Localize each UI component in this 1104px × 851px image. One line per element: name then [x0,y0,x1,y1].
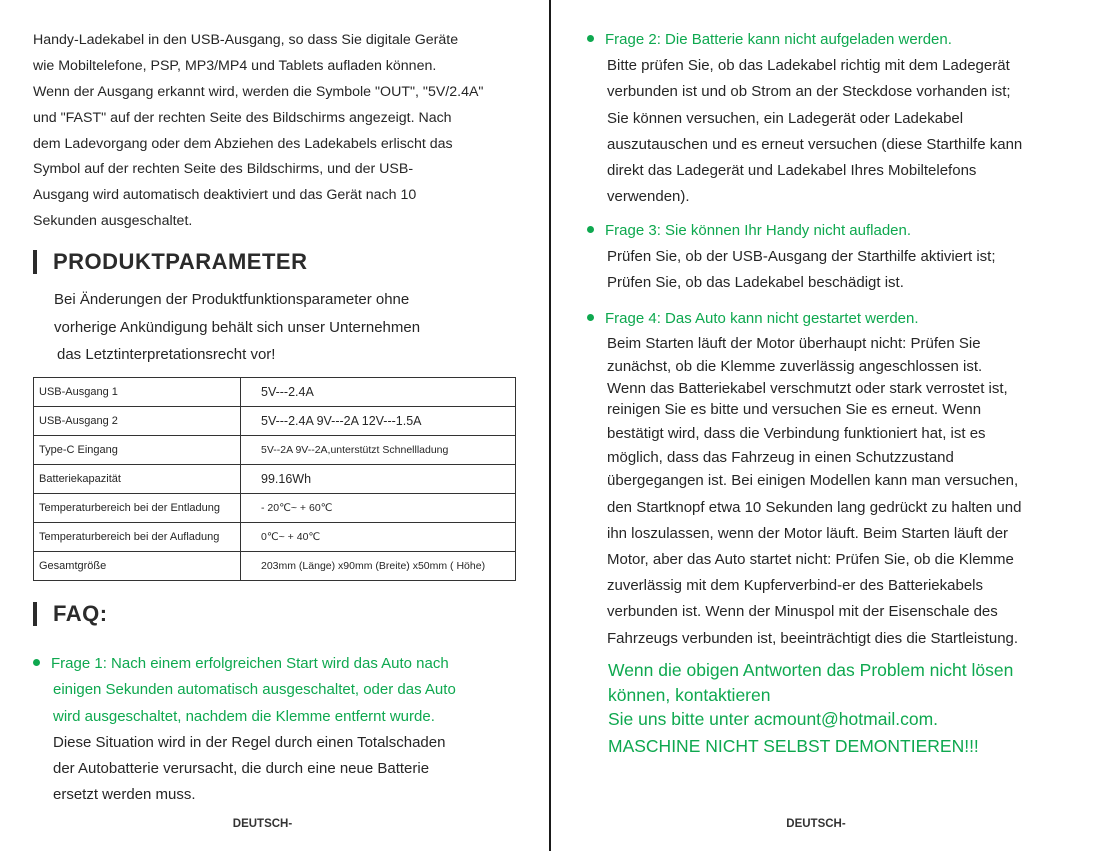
text-line: Symbol auf der rechten Seite des Bildschirms, und der USB- [33,161,414,178]
faq-question: einigen Sekunden automatisch ausgeschaltet, oder das Auto [53,681,456,699]
text-line: und "FAST" auf der rechten Seite des Bildschirms angezeigt. Nach [33,109,452,126]
faq-answer: verbunden ist und ob Strom an der Steckdose vorhanden ist; [607,83,1011,101]
param-value: 5V---2.4A 9V---2A 12V---1.5A [241,407,516,436]
table-row [34,494,516,523]
faq-answer: Prüfen Sie, ob das Ladekabel beschädigt ist. [607,274,904,292]
page-footer: DEUTSCH- [786,818,846,830]
param-value: 203mm (Länge) x90mm (Breite) x50mm ( Höhe) [241,552,516,581]
intro-paragraph [33,28,533,235]
faq-answer: Bitte prüfen Sie, ob das Ladekabel richtig mit dem Ladegerät [607,57,1010,75]
param-key: Gesamtgröße [34,552,241,581]
faq-question-text: Frage 2: Die Batterie kann nicht aufgeladen werden. [605,31,952,48]
page-divider [549,0,551,851]
table-row [34,436,516,465]
green-bullet-icon [587,226,594,233]
faq-answer: verwenden). [607,188,690,206]
green-bullet-icon [587,35,594,42]
right-page [552,0,1104,851]
param-key: Type-C Eingang [34,436,241,465]
faq-question [33,651,456,677]
faq-question-text: Frage 3: Sie können Ihr Handy nicht aufladen. [605,222,912,239]
param-key: USB-Ausgang 2 [34,407,241,436]
param-key: USB-Ausgang 1 [34,378,241,407]
faq-item-3 [587,218,996,297]
contact-block [608,658,1013,758]
faq-question-text: Frage 4: Das Auto kann nicht gestartet werden. [605,310,919,327]
text-line: dem Ladevorgang oder dem Abziehen des Ladekabels erlischt das [33,135,453,152]
faq-heading [33,601,108,627]
faq-answer: Prüfen Sie, ob der USB-Ausgang der Starthilfe aktiviert ist; [607,248,996,266]
params-heading [33,249,307,275]
faq-answer: möglich, dass das Fahrzeug in einen Schutzzustand [607,448,954,466]
faq-answer: Beim Starten läuft der Motor überhaupt nicht: Prüfen Sie [607,335,981,353]
contact-line: Wenn die obigen Antworten das Problem nicht lösen [608,660,1014,680]
contact-line: können, kontaktieren [608,684,771,705]
text-line: wie Mobiltelefone, PSP, MP3/MP4 und Tablets aufladen können. [33,57,437,74]
faq-answer: übergegangen ist. Bei einigen Modellen kann man versuchen, [607,472,1019,490]
faq-question [587,306,1021,332]
faq-answer: Wenn das Batteriekabel verschmutzt oder stark verrostet ist, [607,379,1008,397]
faq-answer: auszutauschen und es erneut versuchen (diese Starthilfe kann [607,135,1023,153]
faq-item-1 [33,651,456,809]
param-value: 5V---2.4A [241,378,516,407]
faq-answer: Motor, aber das Auto startet nicht: Prüfen Sie, ob die Klemme [607,550,1014,568]
text-line: vorherige Ankündigung behält sich unser Unternehmen [54,318,421,336]
faq-answer: zuverlässig mit dem Kupferverbind-er des Batteriekabels [607,577,984,595]
faq-answer: zunächst, ob die Klemme zuverlässig angeschlossen ist. [607,358,983,376]
faq-question [587,218,996,244]
param-key: Temperaturbereich bei der Entladung [34,494,241,523]
table-row [34,523,516,552]
faq-answer: Diese Situation wird in der Regel durch einen Totalschaden [53,733,446,751]
table-row [34,378,516,407]
param-value: 0℃~ + 40℃ [241,523,516,552]
text-line: Ausgang wird automatisch deaktiviert und das Gerät nach 10 [33,187,417,204]
page-footer: DEUTSCH- [232,818,293,830]
table-row [34,552,516,581]
faq-answer: verbunden ist. Wenn der Minuspol mit der Eisenschale des [607,603,998,621]
faq-heading-text: FAQ: [53,601,108,626]
faq-answer: den Startknopf etwa 10 Sekunden lang gedrückt zu halten und [607,498,1022,516]
faq-answer: Sie können versuchen, ein Ladegerät oder Ladekabel [607,109,964,127]
faq-answer: reinigen Sie es bitte und versuchen Sie es erneut. Wenn [607,401,982,419]
params-disclaimer [54,286,420,369]
faq-question [587,27,1022,53]
heading-bar-icon [33,250,37,274]
contact-line: Sie uns bitte unter acmount@hotmail.com. [608,709,939,729]
faq-answer: direkt das Ladegerät und Ladekabel Ihres Mobiltelefons [607,161,977,179]
param-value: - 20℃~ + 60℃ [241,494,516,523]
faq-answer: ihn loszulassen, wenn der Motor läuft. Beim Starten läuft der [607,524,1009,542]
param-key: Batteriekapazität [34,465,241,494]
text-line: Bei Änderungen der Produktfunktionsparameter ohne [54,291,410,308]
green-bullet-icon [33,659,40,666]
faq-answer: bestätigt wird, dass die Verbindung funktioniert hat, ist es [607,424,986,442]
table-row [34,465,516,494]
params-heading-text: PRODUKTPARAMETER [53,249,308,274]
faq-answer: ersetzt werden muss. [53,786,196,804]
left-page [0,0,550,851]
green-bullet-icon [587,314,594,321]
param-key: Temperaturbereich bei der Aufladung [34,523,241,552]
faq-answer: der Autobatterie verursacht, die durch eine neue Batterie [53,760,430,778]
contact-warning: MASCHINE NICHT SELBST DEMONTIEREN!!! [608,735,979,756]
faq-answer: Fahrzeugs verbunden ist, beeinträchtigt dies die Startleistung. [607,629,1019,647]
text-line: das Letztinterpretationsrecht vor! [57,346,276,363]
faq-question-text: Frage 1: Nach einem erfolgreichen Start wird das Auto nach [51,655,449,672]
heading-bar-icon [33,602,37,626]
faq-question: wird ausgeschaltet, nachdem die Klemme entfernt wurde. [53,707,435,725]
faq-item-2 [587,27,1022,210]
faq-item-4 [587,306,1021,652]
param-value: 5V--2A 9V--2A,unterstützt Schnellladung [241,436,516,465]
text-line: Wenn der Ausgang erkannt wird, werden die Symbole "OUT", "5V/2.4A" [33,83,484,100]
table-row [34,407,516,436]
params-table [33,377,516,581]
text-line: Handy-Ladekabel in den USB-Ausgang, so dass Sie digitale Geräte [33,32,459,48]
text-line: Sekunden ausgeschaltet. [33,213,193,230]
param-value: 99.16Wh [241,465,516,494]
